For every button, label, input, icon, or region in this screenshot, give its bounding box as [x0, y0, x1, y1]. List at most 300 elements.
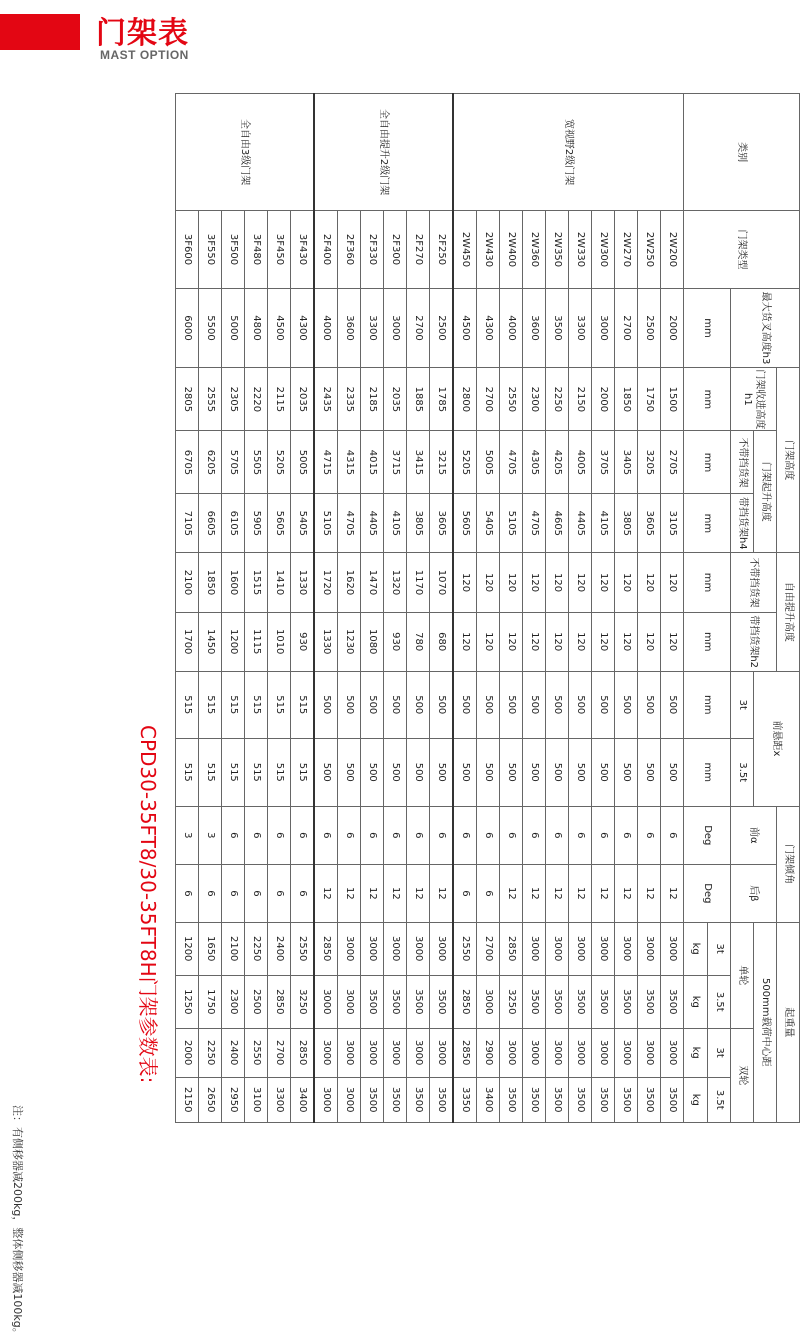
- cell-d35: 3500: [361, 1077, 384, 1122]
- category-cell: 宽视野2级门架: [453, 94, 684, 211]
- cell-s3: 1200: [176, 922, 199, 975]
- cell-d35: 3500: [638, 1077, 661, 1122]
- cell-type: 3F450: [268, 211, 291, 288]
- table-row: [361, 94, 384, 1123]
- cell-h4: 6105: [222, 494, 245, 553]
- cell-d3: 3000: [361, 1028, 384, 1077]
- cell-h_no: 5205: [268, 431, 291, 494]
- cell-h_no: 4705: [500, 431, 523, 494]
- cell-h4: 3605: [638, 494, 661, 553]
- cell-s35: 3500: [546, 975, 569, 1028]
- header-red-bar: [0, 14, 80, 50]
- cell-d3: 3000: [661, 1028, 684, 1077]
- cell-s3: 3000: [338, 922, 361, 975]
- cell-s3: 2700: [477, 922, 500, 975]
- cell-x35: 515: [245, 739, 268, 807]
- cell-h3: 6000: [176, 288, 199, 368]
- table-row: [268, 94, 291, 1123]
- header-lift-no-backrest: 不带挡货架: [731, 431, 754, 494]
- cell-h_no: 5505: [245, 431, 268, 494]
- cell-h1: 2435: [314, 368, 338, 431]
- cell-d3: 3000: [430, 1028, 454, 1077]
- cell-h2: 120: [546, 612, 569, 671]
- cell-x35: 500: [314, 739, 338, 807]
- table-row: [291, 94, 315, 1123]
- cell-f_no: 120: [500, 553, 523, 613]
- cell-type: 3F480: [245, 211, 268, 288]
- cell-type: 2F360: [338, 211, 361, 288]
- cell-f_no: 1470: [361, 553, 384, 613]
- cell-h1: 2185: [361, 368, 384, 431]
- cell-x35: 500: [569, 739, 592, 807]
- cell-d35: 3500: [523, 1077, 546, 1122]
- table-row: [477, 94, 500, 1123]
- unit-alpha: Deg: [684, 806, 731, 865]
- cell-d3: 2550: [245, 1028, 268, 1077]
- cell-h4: 5405: [291, 494, 315, 553]
- cell-s35: 3500: [361, 975, 384, 1028]
- cell-h1: 2800: [453, 368, 477, 431]
- cell-s35: 3500: [592, 975, 615, 1028]
- cell-d3: 3000: [523, 1028, 546, 1077]
- table-row: [500, 94, 523, 1123]
- rotated-table-area: [0, 93, 800, 1339]
- cell-h1: 2300: [523, 368, 546, 431]
- table-row: [199, 94, 222, 1123]
- category-cell: 全自由3级门架: [176, 94, 315, 211]
- cell-h3: 2700: [407, 288, 430, 368]
- cell-x35: 500: [546, 739, 569, 807]
- cell-b: 12: [546, 865, 569, 923]
- table-footnote: 注：有侧移器减200kg，整体侧移器减100kg。: [11, 1105, 24, 1339]
- cell-h4: 3805: [615, 494, 638, 553]
- unit-h-no: mm: [684, 431, 731, 494]
- cell-type: 2F330: [361, 211, 384, 288]
- cell-x3: 500: [384, 671, 407, 738]
- cell-h_no: 5005: [477, 431, 500, 494]
- cell-x3: 500: [477, 671, 500, 738]
- cell-h2: 120: [661, 612, 684, 671]
- cell-h2: 1330: [314, 612, 338, 671]
- cell-s35: 1250: [176, 975, 199, 1028]
- table-row: [430, 94, 454, 1123]
- cell-x3: 515: [199, 671, 222, 738]
- table-row: [569, 94, 592, 1123]
- table-row: [338, 94, 361, 1123]
- cell-b: 12: [661, 865, 684, 923]
- cell-a: 6: [661, 806, 684, 865]
- header-single-wheel: 单轮: [731, 922, 754, 1028]
- cell-d3: 3000: [546, 1028, 569, 1077]
- cell-h3: 4800: [245, 288, 268, 368]
- cell-h2: 120: [477, 612, 500, 671]
- cell-h2: 930: [291, 612, 315, 671]
- cell-a: 6: [222, 806, 245, 865]
- cell-h3: 4000: [314, 288, 338, 368]
- cell-s35: 1750: [199, 975, 222, 1028]
- cell-type: 3F600: [176, 211, 199, 288]
- cell-h4: 4105: [592, 494, 615, 553]
- cell-x3: 500: [592, 671, 615, 738]
- cell-h4: 4105: [384, 494, 407, 553]
- unit-h3: mm: [684, 288, 731, 368]
- cell-s35: 3500: [569, 975, 592, 1028]
- cell-h4: 5605: [268, 494, 291, 553]
- header-double-35t: 3.5t: [708, 1077, 731, 1122]
- cell-h2: 1010: [268, 612, 291, 671]
- cell-s3: 3000: [661, 922, 684, 975]
- cell-d3: 3000: [569, 1028, 592, 1077]
- cell-h2: 680: [430, 612, 454, 671]
- cell-h1: 2700: [477, 368, 500, 431]
- cell-x3: 500: [661, 671, 684, 738]
- cell-h4: 3805: [407, 494, 430, 553]
- table-row: [314, 94, 338, 1123]
- cell-x3: 515: [245, 671, 268, 738]
- cell-b: 6: [453, 865, 477, 923]
- cell-d35: 3500: [430, 1077, 454, 1122]
- cell-s3: 2400: [268, 922, 291, 975]
- cell-s35: 3250: [500, 975, 523, 1028]
- cell-b: 6: [477, 865, 500, 923]
- cell-b: 12: [615, 865, 638, 923]
- cell-h1: 2220: [245, 368, 268, 431]
- cell-d3: 2900: [477, 1028, 500, 1077]
- cell-b: 12: [384, 865, 407, 923]
- cell-d35: 3300: [268, 1077, 291, 1122]
- cell-h1: 2805: [176, 368, 199, 431]
- cell-d35: 3100: [245, 1077, 268, 1122]
- cell-a: 6: [453, 806, 477, 865]
- cell-h4: 5105: [500, 494, 523, 553]
- cell-h3: 4300: [477, 288, 500, 368]
- cell-b: 12: [314, 865, 338, 923]
- cell-s35: 3500: [523, 975, 546, 1028]
- cell-type: 2W250: [638, 211, 661, 288]
- cell-f_no: 120: [592, 553, 615, 613]
- table-row: [638, 94, 661, 1123]
- header-load-center: 500mm载荷中心距: [754, 922, 777, 1122]
- cell-s35: 3000: [477, 975, 500, 1028]
- table-row: [176, 94, 199, 1123]
- cell-f_no: 1620: [338, 553, 361, 613]
- header-tilt-front: 前α: [731, 806, 777, 865]
- cell-d35: 3350: [453, 1077, 477, 1122]
- cell-type: 2W300: [592, 211, 615, 288]
- cell-d35: 3500: [615, 1077, 638, 1122]
- cell-d3: 3000: [384, 1028, 407, 1077]
- cell-h1: 1500: [661, 368, 684, 431]
- cell-x3: 500: [338, 671, 361, 738]
- cell-h4: 3105: [661, 494, 684, 553]
- cell-f_no: 1850: [199, 553, 222, 613]
- cell-d3: 2700: [268, 1028, 291, 1077]
- cell-s35: 3500: [384, 975, 407, 1028]
- cell-type: 2F400: [314, 211, 338, 288]
- cell-x3: 500: [430, 671, 454, 738]
- cell-f_no: 120: [615, 553, 638, 613]
- cell-h2: 120: [523, 612, 546, 671]
- cell-h_no: 5705: [222, 431, 245, 494]
- header-tilt: 门架倾角: [777, 806, 800, 922]
- unit-h2: mm: [684, 612, 731, 671]
- cell-b: 6: [199, 865, 222, 923]
- cell-a: 6: [338, 806, 361, 865]
- cell-h1: 2550: [500, 368, 523, 431]
- cell-a: 6: [546, 806, 569, 865]
- cell-s3: 3000: [546, 922, 569, 975]
- cell-b: 12: [638, 865, 661, 923]
- cell-s3: 2550: [453, 922, 477, 975]
- table-title: CPD30-35FT8/30-35FT8H门架参数表:: [136, 725, 160, 1084]
- cell-d35: 3500: [569, 1077, 592, 1122]
- cell-x3: 500: [638, 671, 661, 738]
- cell-x3: 500: [361, 671, 384, 738]
- cell-x35: 500: [453, 739, 477, 807]
- cell-f_no: 1320: [384, 553, 407, 613]
- cell-h2: 1115: [245, 612, 268, 671]
- cell-b: 12: [430, 865, 454, 923]
- cell-h1: 2150: [569, 368, 592, 431]
- unit-x35: mm: [684, 739, 731, 807]
- cell-h2: 120: [569, 612, 592, 671]
- cell-s35: 3500: [661, 975, 684, 1028]
- cell-h3: 5500: [199, 288, 222, 368]
- cell-type: 2F270: [407, 211, 430, 288]
- cell-h3: 2500: [638, 288, 661, 368]
- cell-d35: 3500: [546, 1077, 569, 1122]
- cell-f_no: 120: [453, 553, 477, 613]
- cell-d3: 3000: [500, 1028, 523, 1077]
- cell-x3: 500: [314, 671, 338, 738]
- cell-d3: 2400: [222, 1028, 245, 1077]
- cell-s3: 2550: [291, 922, 315, 975]
- header-mast-type: 门架类型: [684, 211, 800, 288]
- header-h1: 门架收进高度h1: [731, 368, 777, 431]
- cell-b: 6: [268, 865, 291, 923]
- cell-x35: 500: [384, 739, 407, 807]
- cell-b: 12: [569, 865, 592, 923]
- cell-f_no: 2100: [176, 553, 199, 613]
- header-x-35t: 3.5t: [731, 739, 754, 807]
- cell-f_no: 120: [638, 553, 661, 613]
- cell-a: 6: [245, 806, 268, 865]
- table-row: [615, 94, 638, 1123]
- cell-h4: 3605: [430, 494, 454, 553]
- unit-f-no: mm: [684, 553, 731, 613]
- cell-b: 6: [222, 865, 245, 923]
- header-free-h2: 带挡货架h2: [731, 612, 777, 671]
- cell-h2: 120: [615, 612, 638, 671]
- cell-s3: 3000: [523, 922, 546, 975]
- mast-parameter-table: [175, 93, 800, 1123]
- cell-a: 6: [361, 806, 384, 865]
- header-lift-height: 门架起升高度: [754, 431, 777, 553]
- table-row: [661, 94, 684, 1123]
- cell-x35: 500: [407, 739, 430, 807]
- cell-s35: 3500: [430, 975, 454, 1028]
- cell-type: 2W430: [477, 211, 500, 288]
- cell-h_no: 3205: [638, 431, 661, 494]
- cell-s3: 3000: [592, 922, 615, 975]
- cell-type: 2W330: [569, 211, 592, 288]
- cell-s3: 3000: [430, 922, 454, 975]
- cell-b: 6: [245, 865, 268, 923]
- header-tilt-back: 后β: [731, 865, 777, 923]
- cell-h2: 120: [592, 612, 615, 671]
- cell-s3: 1650: [199, 922, 222, 975]
- cell-h3: 3000: [592, 288, 615, 368]
- cell-h1: 2250: [546, 368, 569, 431]
- cell-b: 12: [361, 865, 384, 923]
- header-free-no-backrest: 不带挡货架: [731, 553, 777, 613]
- cell-x35: 500: [615, 739, 638, 807]
- cell-d35: 3500: [592, 1077, 615, 1122]
- cell-a: 6: [477, 806, 500, 865]
- cell-h3: 4500: [453, 288, 477, 368]
- cell-type: 3F430: [291, 211, 315, 288]
- cell-h4: 4705: [523, 494, 546, 553]
- cell-h4: 5905: [245, 494, 268, 553]
- cell-a: 6: [291, 806, 315, 865]
- page-subtitle: MAST OPTION: [100, 48, 189, 62]
- cell-b: 12: [407, 865, 430, 923]
- cell-d35: 3000: [314, 1077, 338, 1122]
- cell-s3: 2850: [314, 922, 338, 975]
- cell-h_no: 3405: [615, 431, 638, 494]
- cell-h_no: 5205: [453, 431, 477, 494]
- cell-h_no: 3415: [407, 431, 430, 494]
- cell-s3: 3000: [615, 922, 638, 975]
- header-lift-h4: 带挡货架h4: [731, 494, 754, 553]
- cell-h1: 1750: [638, 368, 661, 431]
- cell-x3: 500: [500, 671, 523, 738]
- cell-s3: 3000: [384, 922, 407, 975]
- category-cell: 全自由提升2级门架: [314, 94, 453, 211]
- cell-h1: 2000: [592, 368, 615, 431]
- cell-a: 3: [199, 806, 222, 865]
- cell-type: 3F550: [199, 211, 222, 288]
- cell-x35: 500: [523, 739, 546, 807]
- cell-h4: 4605: [546, 494, 569, 553]
- cell-h4: 4405: [569, 494, 592, 553]
- cell-h2: 1200: [222, 612, 245, 671]
- cell-s3: 2850: [500, 922, 523, 975]
- cell-s35: 3500: [638, 975, 661, 1028]
- cell-h1: 1850: [615, 368, 638, 431]
- cell-h3: 3600: [338, 288, 361, 368]
- cell-s35: 2850: [453, 975, 477, 1028]
- header-capacity: 起重量: [777, 922, 800, 1122]
- header-category: 类别: [684, 94, 800, 211]
- table-row: [592, 94, 615, 1123]
- cell-a: 6: [430, 806, 454, 865]
- cell-s3: 3000: [361, 922, 384, 975]
- cell-type: 2F300: [384, 211, 407, 288]
- table-row: [245, 94, 268, 1123]
- cell-s3: 2100: [222, 922, 245, 975]
- cell-s35: 3500: [407, 975, 430, 1028]
- cell-type: 2W270: [615, 211, 638, 288]
- cell-d35: 3500: [384, 1077, 407, 1122]
- header-x-3t: 3t: [731, 671, 754, 738]
- cell-h_no: 6705: [176, 431, 199, 494]
- cell-f_no: 1600: [222, 553, 245, 613]
- cell-h3: 3500: [546, 288, 569, 368]
- cell-h2: 1080: [361, 612, 384, 671]
- cell-h3: 5000: [222, 288, 245, 368]
- cell-d35: 3400: [477, 1077, 500, 1122]
- cell-h_no: 3215: [430, 431, 454, 494]
- cell-d3: 2850: [453, 1028, 477, 1077]
- cell-d3: 2250: [199, 1028, 222, 1077]
- cell-type: 2F250: [430, 211, 454, 288]
- cell-h4: 4705: [338, 494, 361, 553]
- cell-h3: 3600: [523, 288, 546, 368]
- cell-a: 6: [500, 806, 523, 865]
- cell-type: 2W400: [500, 211, 523, 288]
- table-row: [523, 94, 546, 1123]
- cell-type: 3F500: [222, 211, 245, 288]
- cell-s3: 3000: [638, 922, 661, 975]
- cell-b: 12: [500, 865, 523, 923]
- cell-d3: 3000: [338, 1028, 361, 1077]
- cell-h3: 4300: [291, 288, 315, 368]
- cell-f_no: 1070: [430, 553, 454, 613]
- cell-type: 2W360: [523, 211, 546, 288]
- cell-a: 6: [569, 806, 592, 865]
- cell-h2: 780: [407, 612, 430, 671]
- cell-d35: 3500: [500, 1077, 523, 1122]
- cell-x3: 515: [268, 671, 291, 738]
- cell-f_no: 1170: [407, 553, 430, 613]
- cell-h_no: 3715: [384, 431, 407, 494]
- cell-x35: 515: [268, 739, 291, 807]
- cell-h_no: 4205: [546, 431, 569, 494]
- cell-x3: 515: [222, 671, 245, 738]
- cell-d35: 2650: [199, 1077, 222, 1122]
- cell-a: 6: [384, 806, 407, 865]
- cell-s35: 3500: [615, 975, 638, 1028]
- cell-d35: 2950: [222, 1077, 245, 1122]
- cell-h2: 120: [638, 612, 661, 671]
- cell-f_no: 120: [477, 553, 500, 613]
- cell-b: 12: [523, 865, 546, 923]
- header-single-3t: 3t: [708, 922, 731, 975]
- cell-f_no: 120: [569, 553, 592, 613]
- cell-h_no: 4015: [361, 431, 384, 494]
- cell-b: 12: [592, 865, 615, 923]
- cell-h4: 5605: [453, 494, 477, 553]
- header-single-35t: 3.5t: [708, 975, 731, 1028]
- cell-d35: 3500: [407, 1077, 430, 1122]
- unit-d3: kg: [684, 1028, 708, 1077]
- unit-d35: kg: [684, 1077, 708, 1122]
- cell-h1: 2035: [291, 368, 315, 431]
- cell-h4: 6605: [199, 494, 222, 553]
- cell-x35: 515: [199, 739, 222, 807]
- cell-h_no: 4005: [569, 431, 592, 494]
- cell-s35: 3000: [314, 975, 338, 1028]
- cell-h4: 7105: [176, 494, 199, 553]
- cell-x3: 500: [569, 671, 592, 738]
- cell-s3: 2250: [245, 922, 268, 975]
- cell-h_no: 4315: [338, 431, 361, 494]
- cell-d35: 3400: [291, 1077, 315, 1122]
- table-row: [384, 94, 407, 1123]
- cell-h4: 5405: [477, 494, 500, 553]
- cell-a: 6: [523, 806, 546, 865]
